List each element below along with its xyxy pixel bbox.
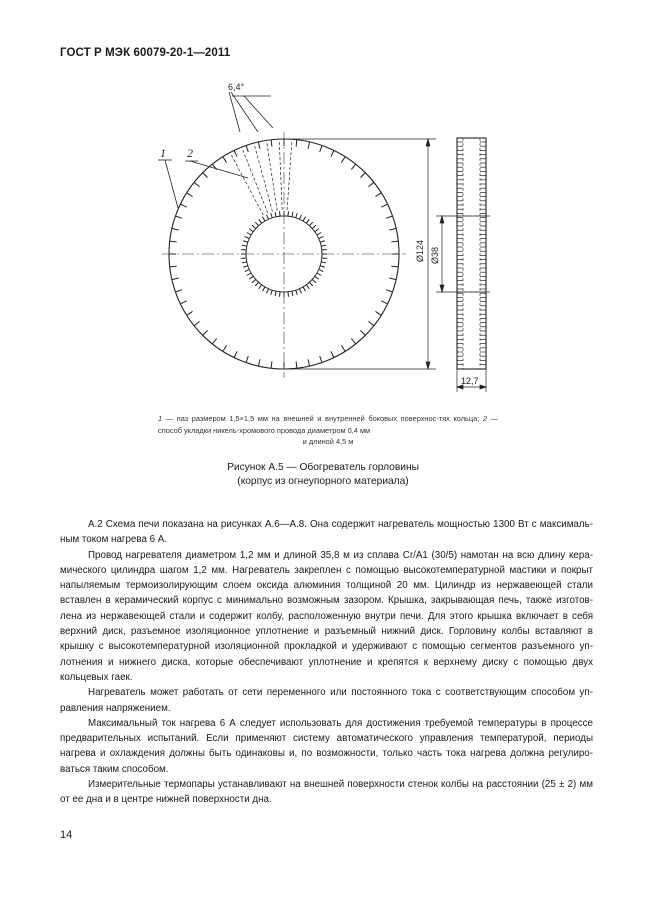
outer-slot-tick xyxy=(308,359,310,366)
wire-pitch-lines xyxy=(231,141,292,215)
inner-slot-tick xyxy=(306,219,309,223)
inner-slot-tick xyxy=(245,237,250,239)
inner-slot-tick xyxy=(242,245,247,246)
outer-slot-tick xyxy=(389,228,396,230)
inner-slot-tick xyxy=(271,290,273,295)
body-text xyxy=(60,517,593,808)
outer-slot-tick xyxy=(246,356,248,363)
callout-leaders xyxy=(158,160,248,208)
inner-slot-tick xyxy=(271,213,273,218)
outer-slot-tick xyxy=(271,361,272,368)
inner-slot-tick xyxy=(241,250,246,251)
outer-diameter-label: Ø124 xyxy=(415,239,425,262)
wire-pitch-line xyxy=(287,141,292,210)
paragraph: Измерительные термопары устанавливают на внешней поверхности стенок колбы на расстоянии (25 ± 2) мм от ее дна и в центре нижней поверхности дна. xyxy=(60,779,593,806)
outer-slot-tick xyxy=(187,311,193,315)
outer-slot-tick xyxy=(258,359,260,366)
inner-slot-tick xyxy=(322,250,327,251)
inner-slot-tick xyxy=(320,266,325,268)
inner-slot-tick xyxy=(321,245,326,246)
paragraph: А.2 Схема печи показана на рисунках А.6—А.8. Она содержит нагреватель мощностью 1300 Вт с максималь-ным током нагрева 6 А. xyxy=(60,519,593,546)
inner-diameter-label: Ø38 xyxy=(430,246,440,264)
outer-slot-tick xyxy=(331,150,334,156)
outer-slot-tick xyxy=(386,290,393,292)
outer-slot-tick xyxy=(194,321,199,325)
inner-slot-tick xyxy=(241,258,246,259)
inner-slot-tick xyxy=(299,289,301,294)
outer-slot-tick xyxy=(170,266,177,267)
inner-slot-tick xyxy=(319,237,324,239)
inner-slot-tick xyxy=(292,212,293,217)
outer-slot-tick xyxy=(351,164,355,169)
inner-slot-tick xyxy=(255,222,258,226)
side-view xyxy=(457,138,486,369)
outer-slot-tick xyxy=(175,216,182,218)
outer-slot-tick xyxy=(320,145,322,152)
outer-slot-tick xyxy=(223,345,227,351)
inner-slot-tick xyxy=(309,282,312,286)
outer-slot-tick xyxy=(296,140,297,147)
legend-item-2-number: 2 xyxy=(482,414,487,423)
angle-dimension xyxy=(229,92,273,132)
outer-slot-tick xyxy=(331,351,334,357)
outer-slot-tick xyxy=(170,241,177,242)
inner-slot-tick xyxy=(315,229,319,232)
inner-slot-tick xyxy=(275,212,276,217)
outer-slot-tick xyxy=(203,330,208,335)
inner-slot-tick xyxy=(249,229,253,232)
inner-slot-tick xyxy=(296,290,298,295)
inner-slot-tick xyxy=(322,258,327,259)
angle-label: 6,4° xyxy=(228,82,245,92)
outer-slot-tick xyxy=(194,182,199,186)
outer-slot-tick xyxy=(172,278,179,280)
inner-slot-tick xyxy=(319,269,324,271)
inner-slot-tick xyxy=(288,292,289,297)
outer-slot-tick xyxy=(223,157,227,163)
legend-item-1-text: — паз размером 1,5×1,5 мм на внешней и внутренней боковых поверхнос-тях кольца; xyxy=(162,414,483,423)
outer-slot-tick xyxy=(187,193,193,197)
inner-slot-tick xyxy=(275,291,276,296)
inner-slot-tick xyxy=(312,225,316,228)
outer-slot-tick xyxy=(386,216,393,218)
outer-slot-tick xyxy=(391,266,398,267)
outer-slot-tick xyxy=(381,301,387,304)
document-header: ГОСТ Р МЭК 60079-20-1—2011 xyxy=(60,47,231,59)
figure-caption xyxy=(0,461,646,489)
outer-slot-tick xyxy=(320,356,322,363)
outer-slot-tick xyxy=(180,204,186,207)
inner-slot-tick xyxy=(247,233,251,236)
outer-slot-tick xyxy=(212,338,216,343)
inner-slot-tick xyxy=(296,213,298,218)
inner-slot-tick xyxy=(267,289,269,294)
legend-item-1-number: 1 xyxy=(158,414,163,423)
inner-slot-tick xyxy=(303,287,306,291)
outer-slot-tick xyxy=(180,301,186,304)
paragraph: Максимальный ток нагрева 6 А следует использовать для достижения требуемой температуры в процессе предварительных испытаний. Если применяют систему автоматического управления температурой, периоды нагрева и охлаждения должны быть одинаковы и, по возможности, только часть тока нагрева должна регулиро-ваться таким способом. xyxy=(60,717,593,775)
outer-slot-tick xyxy=(234,150,237,156)
inner-slot-tick xyxy=(306,285,309,289)
legend-item-2-end: и длиной 4,5 м xyxy=(302,437,354,446)
inner-slot-tick xyxy=(252,279,256,282)
outer-slot-tick xyxy=(246,145,248,152)
inner-slot-tick xyxy=(292,291,293,296)
inner-slot-tick xyxy=(321,262,326,263)
inner-slot-tick xyxy=(280,292,281,297)
outer-slot-tick xyxy=(381,204,387,207)
wire-pitch-line xyxy=(279,141,282,210)
inner-slot-tick xyxy=(259,219,262,223)
outer-slot-tick xyxy=(234,351,237,357)
outer-slot-tick xyxy=(368,321,373,325)
inner-slot-tick xyxy=(280,211,281,216)
inner-slot-tick xyxy=(245,269,250,271)
inner-slot-tick xyxy=(299,215,301,220)
outer-slot-tick xyxy=(389,278,396,280)
inner-slot-tick xyxy=(309,222,312,226)
outer-slot-tick xyxy=(172,228,179,230)
heater-drawing xyxy=(0,0,646,413)
inner-slot-tick xyxy=(267,215,269,220)
outer-slot-tick xyxy=(375,193,381,197)
outer-slot-tick xyxy=(341,157,345,163)
inner-slot-tick xyxy=(242,262,247,263)
inner-slot-tick xyxy=(317,273,321,276)
inner-slot-tick xyxy=(312,279,316,282)
outer-slot-tick xyxy=(375,311,381,315)
figure-legend xyxy=(158,413,498,448)
outer-slot-tick xyxy=(391,241,398,242)
outer-slot-tick xyxy=(175,290,182,292)
outer-slot-tick xyxy=(360,330,365,335)
inner-slot-tick xyxy=(263,217,266,221)
inner-slot-tick xyxy=(288,211,289,216)
inner-slot-tick xyxy=(315,276,319,279)
outer-slot-tick xyxy=(341,345,345,351)
callout-2: 2 xyxy=(187,146,193,160)
inner-slot-tick xyxy=(255,282,258,286)
callout-1: 1 xyxy=(160,146,166,160)
outer-slot-tick xyxy=(296,361,297,368)
outer-slot-tick xyxy=(271,140,272,147)
inner-slot-tick xyxy=(243,266,248,268)
thickness-label: 12,7 xyxy=(461,376,479,386)
legend-item-2-text: — способ укладки никель-хромового провода диаметром 0,4 мм xyxy=(158,414,498,435)
outer-slot-tick xyxy=(308,142,310,149)
caption-title: Рисунок А.5 — Обогреватель горловины xyxy=(227,462,419,473)
inner-slot-tick xyxy=(249,276,253,279)
outer-slot-tick xyxy=(360,173,365,178)
outer-slot-tick xyxy=(351,338,355,343)
inner-slot-tick xyxy=(317,233,321,236)
inner-slot-tick xyxy=(247,273,251,276)
page-number: 14 xyxy=(60,829,73,841)
inner-slot-tick xyxy=(259,285,262,289)
outer-slot-tick xyxy=(368,182,373,186)
outer-slot-tick xyxy=(203,173,208,178)
inner-slot-tick xyxy=(263,287,266,291)
caption-subtitle: (корпус из огнеупорного материала) xyxy=(237,476,409,487)
outer-slot-tick xyxy=(258,142,260,149)
inner-slot-tick xyxy=(320,241,325,243)
wire-pitch-line xyxy=(267,142,278,210)
paragraph: Нагреватель может работать от сети переменного или постоянного тока с соответствующим способом уп-равления напряжением. xyxy=(60,687,593,714)
inner-slot-tick xyxy=(243,241,248,243)
inner-slot-tick xyxy=(252,225,256,228)
inner-slot-tick xyxy=(303,217,306,221)
wire-pitch-line xyxy=(231,154,263,215)
paragraph: Провод нагревателя диаметром 1,2 мм и длиной 35,8 м из сплава Cr/A1 (30/5) намотан на всю длину кера-мического цилиндра шагом 1,2 мм. Нагреватель закреплен с помощью высокотемпературной мастики и покрыт напыляемым термоизолирующим слоем оксида алюминия толщиной 20 мм. Цилиндр из нержавеющей стали вставлен в керамический корпус с минимально возможным зазором. Крышка, закрывающая печь, также изготов-лена из нержавеющей стали и содержит колбу, расположенную внутри печи. Для этого крышка включает в себя верхний диск, разъемное изоляционное уплотнение и разъемный нижний диск. Горловину колбы вставляют в крышку с высокотемпературной изоляционной прокладкой и удерживают с помощью сегментов разъемного уп-лотнения и нижнего диска, которые обеспечивают уплотнение и крепятся к верхнему диску с помощью двух кольцевых гаек. xyxy=(60,549,593,683)
